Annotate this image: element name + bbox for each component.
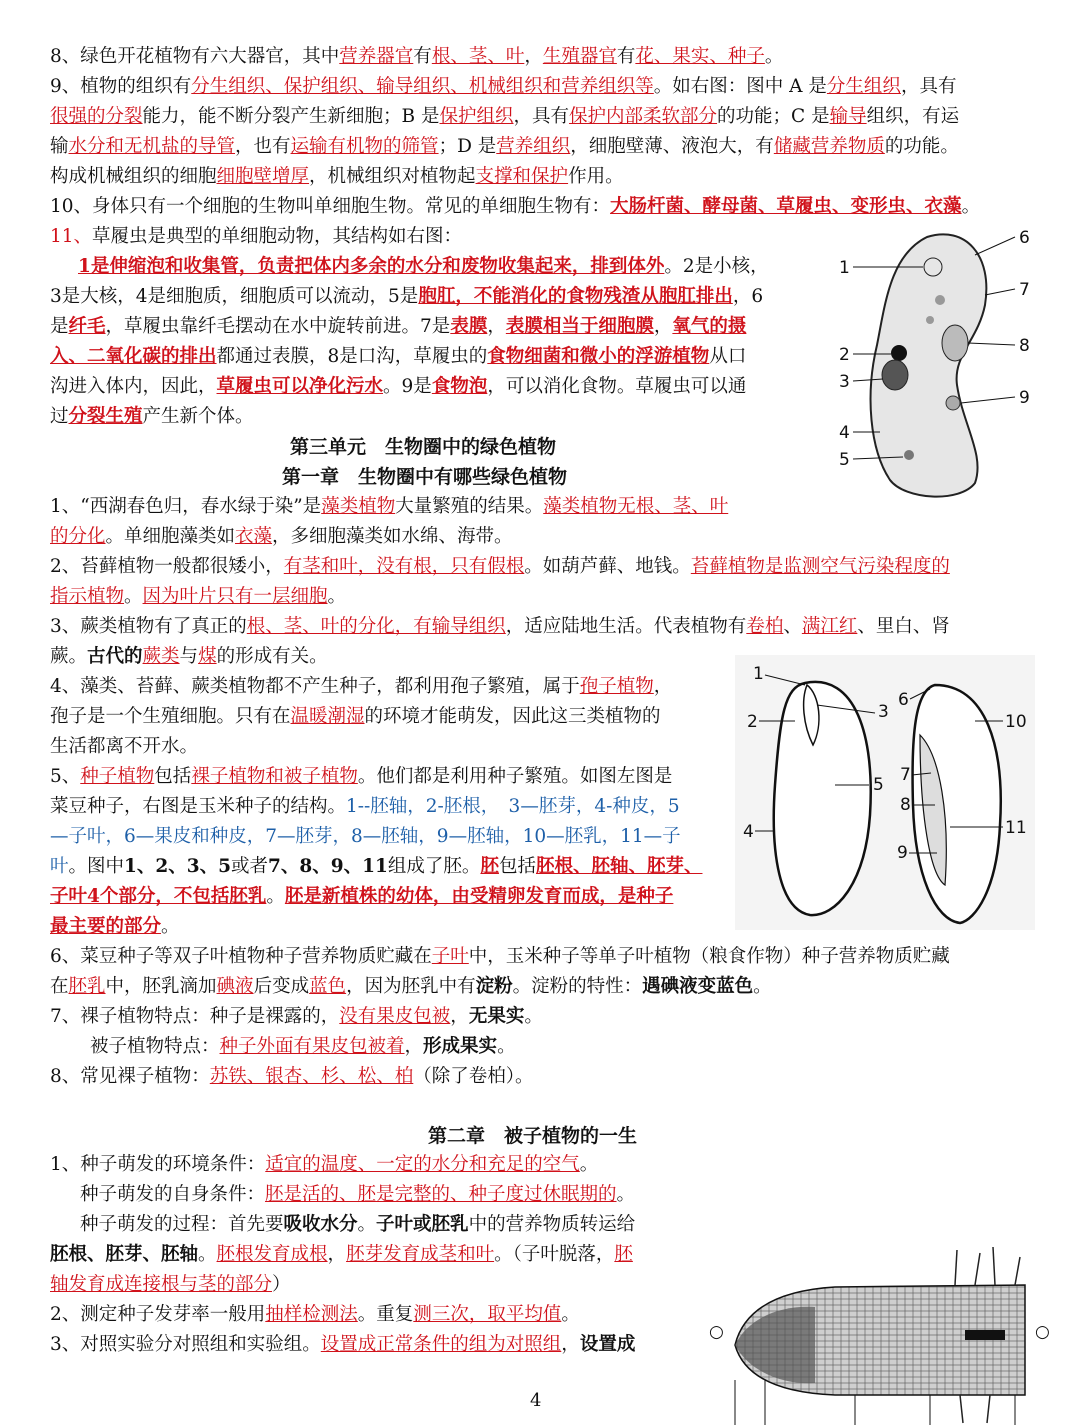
ch1-item-4-line3: 生活都离不开水。	[50, 736, 199, 757]
seed-label-2: 2	[747, 712, 758, 732]
label-4: 4	[839, 423, 850, 443]
ch1-item-6-line2: 在胚乳中，胚乳滴加碘液后变成蓝色，因为胚乳中有淀粉。淀粉的特性：遇碘液变蓝色。	[50, 976, 772, 997]
para-11-line4: 入、二氧化碳的排出都通过表膜，8是口沟，草履虫的食物细菌和微小的浮游植物从口	[50, 346, 747, 367]
root-label-right: ○	[1035, 1322, 1050, 1342]
label-1: 1	[839, 258, 850, 278]
ch1-item-3-line2: 蕨。古代的蕨类与煤的形成有关。	[50, 646, 328, 667]
label-6: 6	[1019, 228, 1030, 248]
seed-label-7: 7	[900, 765, 911, 785]
label-7: 7	[1019, 280, 1030, 300]
seed-label-8: 8	[900, 795, 911, 815]
para-11-line3: 是纤毛，草履虫靠纤毛摆动在水中旋转前进。7是表膜，表膜相当于细胞膜，氧气的摄	[50, 316, 747, 337]
macronucleus	[882, 360, 908, 390]
seed-label-4: 4	[743, 822, 754, 842]
ch1-item-4-line1: 4、藻类、苔藓、蕨类植物都不产生种子，都利用孢子繁殖，属于孢子植物，	[50, 676, 673, 697]
root-cap	[735, 1307, 815, 1383]
page-number: 4	[530, 1390, 542, 1411]
seed-label-5: 5	[873, 775, 884, 795]
root-tip-figure	[705, 1245, 1055, 1425]
ch2-item-1-line1: 1、种子萌发的环境条件：适宜的温度、一定的水分和充足的空气。	[50, 1154, 599, 1175]
label-9: 9	[1019, 388, 1030, 408]
para-9-line1: 9、植物的组织有分生组织、保护组织、输导组织、机械组织和营养组织等。如右图：图中 A 是分生组织，具有	[50, 76, 957, 97]
root-vessel	[965, 1330, 1005, 1340]
para-11-line5: 沟进入体内，因此，草履虫可以净化污水。9是食物泡，可以消化食物。草履虫可以通	[50, 376, 747, 397]
seed-label-6: 6	[898, 690, 909, 710]
para-11-line2: 3是大核，4是细胞质，细胞质可以流动，5是胞肛，不能消化的食物残渣从胞肛排出，6	[50, 286, 764, 307]
para-8: 8、绿色开花植物有六大器官，其中营养器官有根、茎、叶，生殖器官有花、果实、种子。	[50, 46, 784, 67]
ch1-item-6-line1: 6、菜豆种子等双子叶植物种子营养物质贮藏在子叶中，玉米种子等单子叶植物（粮食作物）种子营养物质贮藏	[50, 946, 950, 967]
seed-label-11: 11	[1005, 818, 1027, 838]
seed-label-1: 1	[753, 664, 764, 684]
label-3: 3	[839, 372, 850, 392]
paramecium-figure	[835, 225, 1050, 505]
ch1-item-1-line2: 的分化。单细胞藻类如衣藻，多细胞藻类如水绵、海带。	[50, 526, 513, 547]
ch2-item-3: 3、对照实验分对照组和实验组。设置成正常条件的组为对照组，设置成	[50, 1334, 636, 1355]
para-9-line4: 构成机械组织的细胞细胞壁增厚，机械组织对植物起支撑和保护作用。	[50, 166, 624, 187]
micronucleus	[891, 345, 907, 361]
ch1-item-7-line2: 被子植物特点：种子外面有果皮包被着，形成果实。	[90, 1036, 516, 1057]
oral-groove	[942, 325, 968, 361]
para-9-line2: 很强的分裂能力，能不断分裂产生新细胞；B 是保护组织，具有保护内部柔软部分的功能；C 是输导组织，有运	[50, 106, 960, 127]
ch1-item-8: 8、常见裸子植物：苏铁、银杏、杉、松、柏（除了卷柏）。	[50, 1066, 534, 1087]
ch1-item-2-line1: 2、苔藓植物一般都很矮小，有茎和叶，没有根，只有假根。如葫芦藓、地钱。苔藓植物是监测空气污染程度的	[50, 556, 950, 577]
seed-label-9: 9	[897, 843, 908, 863]
ch1-item-5-line6: 最主要的部分。	[50, 916, 180, 937]
food-vacuole	[935, 295, 945, 305]
chapter-2-title: 第二章 被子植物的一生	[428, 1125, 638, 1147]
ch1-item-1-line1: 1、“西湖春色归，春水绿于染”是藻类植物大量繁殖的结果。藻类植物无根、茎、叶	[50, 496, 729, 517]
ch2-item-1-line5: 轴发育成连接根与茎的部分）	[50, 1274, 291, 1295]
ch1-item-7-line1: 7、裸子植物特点：种子是裸露的，没有果皮包被，无果实。	[50, 1006, 543, 1027]
para-10: 10、身体只有一个细胞的生物叫单细胞生物。常见的单细胞生物有：大肠杆菌、酵母菌、草履虫、变形虫、衣藻。	[50, 196, 981, 217]
ch1-item-5-line3: —子叶，6—果皮和种皮，7—胚芽，8—胚轴，9—胚轴，10—胚乳，11—子	[50, 826, 681, 847]
seed-label-10: 10	[1005, 712, 1027, 732]
label-8: 8	[1019, 336, 1030, 356]
cytoproct	[904, 450, 914, 460]
ch1-item-3-line1: 3、蕨类植物有了真正的根、茎、叶的分化，有输导组织，适应陆地生活。代表植物有卷柏、满江红、里白、肾	[50, 616, 950, 637]
para-11: 11、草履虫是典型的单细胞动物，其结构如右图：	[50, 226, 463, 247]
para-11-line6: 过分裂生殖产生新个体。	[50, 406, 254, 427]
para-11-line1: 1是伸缩泡和收集管，负责把体内多余的水分和废物收集起来，排到体外。2是小核，	[78, 256, 769, 277]
ch2-item-1-line4: 胚根、胚芽、胚轴。胚根发育成根，胚芽发育成茎和叶。（子叶脱落，胚	[50, 1244, 633, 1265]
ch2-item-2: 2、测定种子发芽率一般用抽样检测法。重复测三次，取平均值。	[50, 1304, 580, 1325]
food-vacuole	[926, 316, 934, 324]
root-label-left: ○	[709, 1322, 724, 1342]
ch1-item-5-line2: 菜豆种子，右图是玉米种子的结构。1--胚轴，2-胚根， 3—胚芽，4-种皮，5	[50, 796, 680, 817]
ch2-item-1-line2: 种子萌发的自身条件：胚是活的、胚是完整的、种子度过休眠期的。	[80, 1184, 636, 1205]
para-9-line3: 输水分和无机盐的导管，也有运输有机物的筛管；D 是营养组织，细胞壁薄、液泡大，有储藏营养物质的功能。	[50, 136, 959, 157]
ch1-item-5-line5: 子叶4个部分，不包括胚乳。胚是新植株的幼体，由受精卵发育而成，是种子	[50, 886, 674, 907]
label-2: 2	[839, 345, 850, 365]
ch1-item-5-line1: 5、种子植物包括裸子植物和被子植物。他们都是利用种子繁殖。如图左图是	[50, 766, 673, 787]
food-vacuole	[946, 396, 960, 410]
ch1-item-5-line4: 叶。图中1、2、3、5或者7、8、9、11组成了胚。胚包括胚根、胚轴、胚芽、	[50, 856, 703, 877]
seed-structure-figure	[735, 655, 1035, 930]
chapter-1-title: 第一章 生物圈中有哪些绿色植物	[282, 466, 568, 488]
ch2-item-1-line3: 种子萌发的过程：首先要吸收水分。子叶或胚乳中的营养物质转运给	[80, 1214, 636, 1235]
ch1-item-4-line2: 孢子是一个生殖细胞。只有在温暖潮湿的环境才能萌发，因此这三类植物的	[50, 706, 661, 727]
seed-label-3: 3	[878, 702, 889, 722]
label-5: 5	[839, 450, 850, 470]
ch1-item-2-line2: 指示植物。因为叶片只有一层细胞。	[50, 586, 347, 607]
unit-title: 第三单元 生物圈中的绿色植物	[290, 436, 557, 458]
